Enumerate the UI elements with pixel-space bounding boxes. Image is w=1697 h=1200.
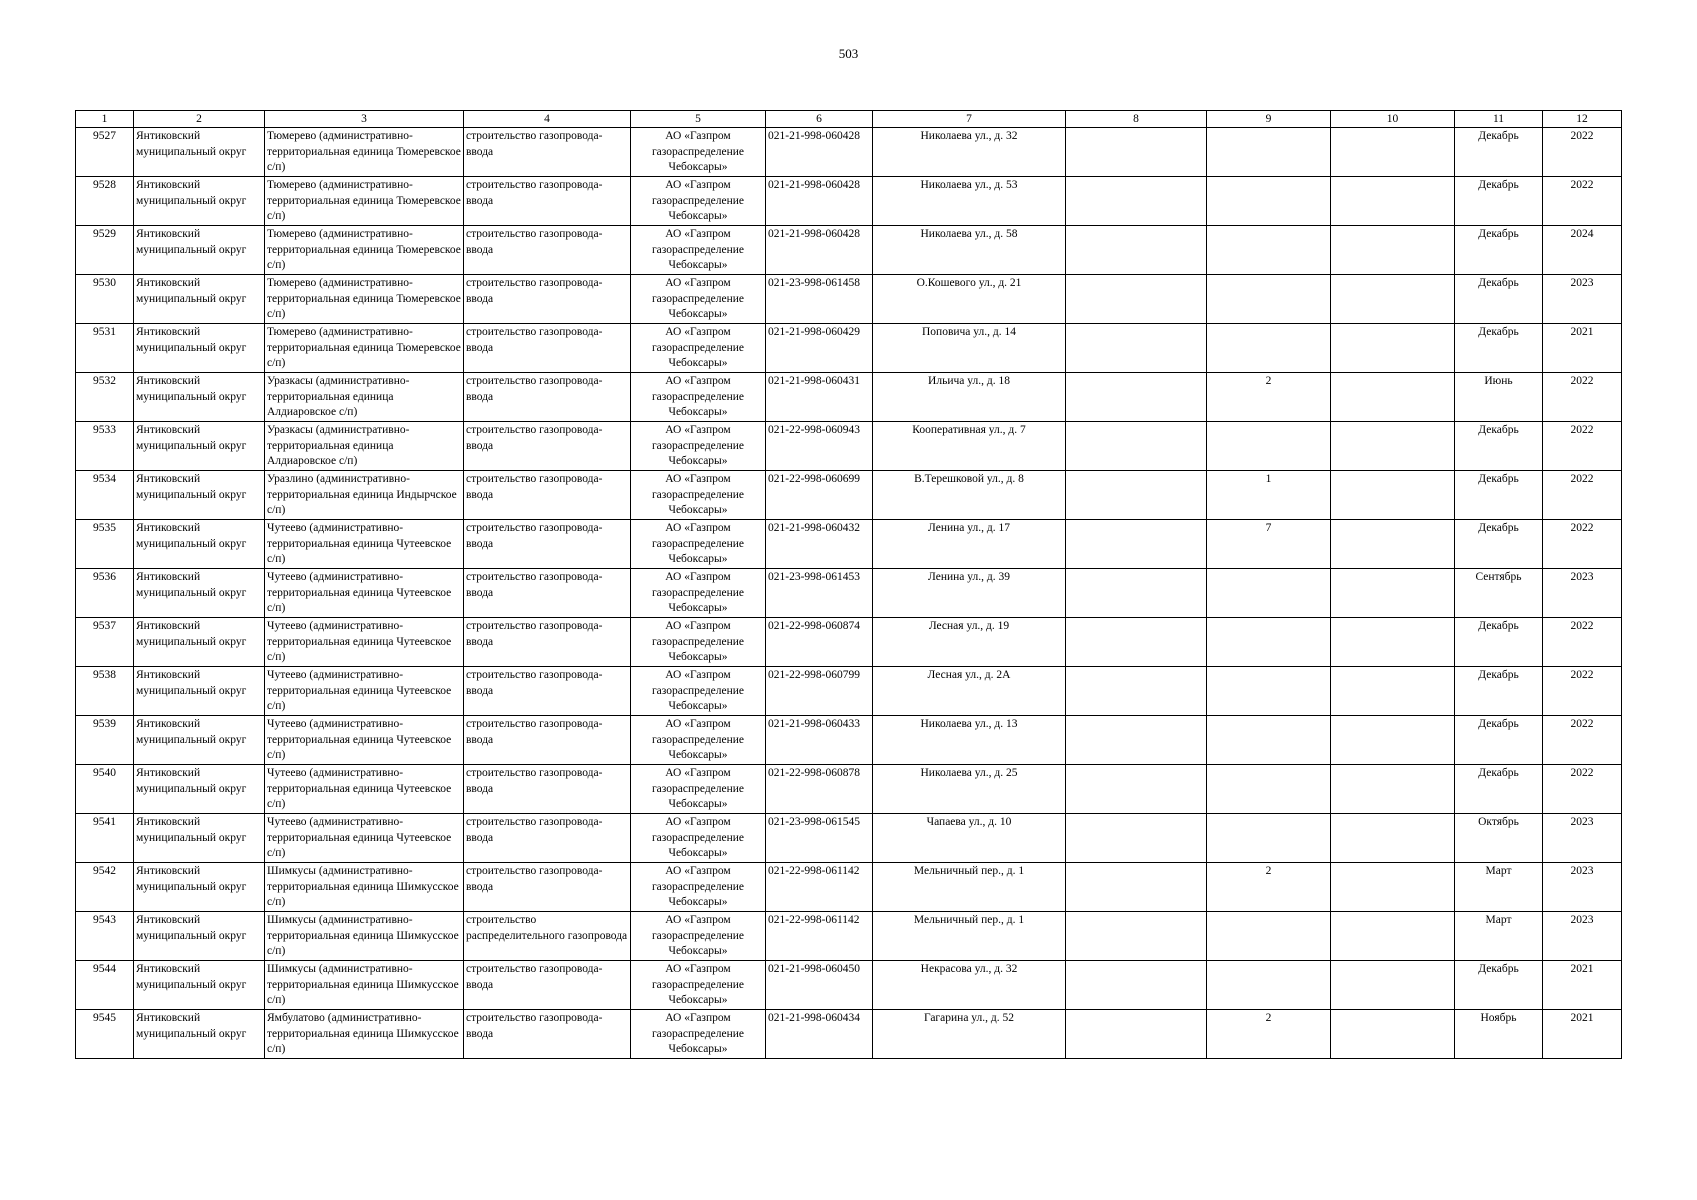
row-number-cell: 9532 [76, 373, 134, 422]
column-10-cell [1331, 177, 1455, 226]
column-10-cell [1331, 275, 1455, 324]
column-8-cell [1066, 373, 1207, 422]
column-9-cell [1207, 569, 1331, 618]
column-10-cell [1331, 324, 1455, 373]
column-10-cell [1331, 1010, 1455, 1059]
column-8-cell [1066, 765, 1207, 814]
district-cell: Янтиковский муниципальный округ [134, 814, 265, 863]
organization-cell: АО «Газпром газораспределение Чебоксары» [631, 961, 766, 1010]
organization-cell: АО «Газпром газораспределение Чебоксары» [631, 226, 766, 275]
address-cell: Николаева ул., д. 25 [873, 765, 1066, 814]
work-type-cell: строительство распределительного газопровода [464, 912, 631, 961]
month-cell: Декабрь [1455, 520, 1543, 569]
column-10-cell [1331, 569, 1455, 618]
column-8-cell [1066, 569, 1207, 618]
table-body [76, 128, 1622, 1059]
year-cell: 2022 [1543, 471, 1622, 520]
work-type-cell: строительство газопровода-ввода [464, 1010, 631, 1059]
settlement-cell: Шимкусы (административно-территориальная единица Шимкусское с/п) [265, 961, 464, 1010]
column-header: 8 [1066, 111, 1207, 128]
column-8-cell [1066, 275, 1207, 324]
column-8-cell [1066, 422, 1207, 471]
column-10-cell [1331, 814, 1455, 863]
column-header: 5 [631, 111, 766, 128]
column-8-cell [1066, 912, 1207, 961]
column-8-cell [1066, 1010, 1207, 1059]
settlement-cell: Тюмерево (административно-территориальная единица Тюмеревское с/п) [265, 324, 464, 373]
code-cell: 021-22-998-061142 [766, 912, 873, 961]
district-cell: Янтиковский муниципальный округ [134, 177, 265, 226]
organization-cell: АО «Газпром газораспределение Чебоксары» [631, 177, 766, 226]
work-type-cell: строительство газопровода-ввода [464, 814, 631, 863]
district-cell: Янтиковский муниципальный округ [134, 324, 265, 373]
table-row [76, 324, 1622, 373]
code-cell: 021-22-998-060799 [766, 667, 873, 716]
row-number-cell: 9539 [76, 716, 134, 765]
row-number-cell: 9545 [76, 1010, 134, 1059]
district-cell: Янтиковский муниципальный округ [134, 226, 265, 275]
year-cell: 2023 [1543, 275, 1622, 324]
code-cell: 021-23-998-061453 [766, 569, 873, 618]
column-header: 10 [1331, 111, 1455, 128]
code-cell: 021-22-998-060943 [766, 422, 873, 471]
month-cell: Декабрь [1455, 422, 1543, 471]
organization-cell: АО «Газпром газораспределение Чебоксары» [631, 618, 766, 667]
row-number-cell: 9541 [76, 814, 134, 863]
column-8-cell [1066, 324, 1207, 373]
year-cell: 2024 [1543, 226, 1622, 275]
table-row [76, 814, 1622, 863]
month-cell: Декабрь [1455, 177, 1543, 226]
month-cell: Март [1455, 912, 1543, 961]
table-row [76, 128, 1622, 177]
district-cell: Янтиковский муниципальный округ [134, 471, 265, 520]
column-10-cell [1331, 128, 1455, 177]
row-number-cell: 9531 [76, 324, 134, 373]
settlement-cell: Тюмерево (административно-территориальная единица Тюмеревское с/п) [265, 275, 464, 324]
address-cell: Николаева ул., д. 58 [873, 226, 1066, 275]
column-9-cell [1207, 912, 1331, 961]
year-cell: 2021 [1543, 1010, 1622, 1059]
page-number: 503 [838, 46, 859, 61]
month-cell: Декабрь [1455, 716, 1543, 765]
month-cell: Декабрь [1455, 128, 1543, 177]
month-cell: Декабрь [1455, 226, 1543, 275]
work-type-cell: строительство газопровода-ввода [464, 765, 631, 814]
work-type-cell: строительство газопровода-ввода [464, 324, 631, 373]
work-type-cell: строительство газопровода-ввода [464, 128, 631, 177]
column-header: 9 [1207, 111, 1331, 128]
column-9-cell [1207, 961, 1331, 1010]
table-row [76, 422, 1622, 471]
column-header: 3 [265, 111, 464, 128]
organization-cell: АО «Газпром газораспределение Чебоксары» [631, 716, 766, 765]
district-cell: Янтиковский муниципальный округ [134, 716, 265, 765]
year-cell: 2023 [1543, 912, 1622, 961]
column-9-cell [1207, 422, 1331, 471]
address-cell: Николаева ул., д. 13 [873, 716, 1066, 765]
district-cell: Янтиковский муниципальный округ [134, 422, 265, 471]
month-cell: Декабрь [1455, 961, 1543, 1010]
organization-cell: АО «Газпром газораспределение Чебоксары» [631, 912, 766, 961]
table-row [76, 275, 1622, 324]
row-number-cell: 9530 [76, 275, 134, 324]
month-cell: Декабрь [1455, 667, 1543, 716]
work-type-cell: строительство газопровода-ввода [464, 373, 631, 422]
column-9-cell: 1 [1207, 471, 1331, 520]
settlement-cell: Чутеево (административно-территориальная единица Чутеевское с/п) [265, 667, 464, 716]
column-header: 6 [766, 111, 873, 128]
address-cell: Ильича ул., д. 18 [873, 373, 1066, 422]
row-number-cell: 9537 [76, 618, 134, 667]
column-9-cell [1207, 324, 1331, 373]
work-type-cell: строительство газопровода-ввода [464, 422, 631, 471]
year-cell: 2022 [1543, 373, 1622, 422]
column-10-cell [1331, 961, 1455, 1010]
address-cell: О.Кошевого ул., д. 21 [873, 275, 1066, 324]
row-number-cell: 9535 [76, 520, 134, 569]
table-row [76, 667, 1622, 716]
month-cell: Декабрь [1455, 275, 1543, 324]
row-number-cell: 9538 [76, 667, 134, 716]
code-cell: 021-23-998-061458 [766, 275, 873, 324]
address-cell: Чапаева ул., д. 10 [873, 814, 1066, 863]
table-row [76, 863, 1622, 912]
district-cell: Янтиковский муниципальный округ [134, 961, 265, 1010]
work-type-cell: строительство газопровода-ввода [464, 177, 631, 226]
settlement-cell: Ямбулатово (административно-территориальная единица Шимкусское с/п) [265, 1010, 464, 1059]
address-cell: Ленина ул., д. 39 [873, 569, 1066, 618]
column-9-cell: 7 [1207, 520, 1331, 569]
month-cell: Декабрь [1455, 324, 1543, 373]
address-cell: Некрасова ул., д. 32 [873, 961, 1066, 1010]
district-cell: Янтиковский муниципальный округ [134, 275, 265, 324]
column-9-cell [1207, 275, 1331, 324]
row-number-cell: 9543 [76, 912, 134, 961]
organization-cell: АО «Газпром газораспределение Чебоксары» [631, 128, 766, 177]
row-number-cell: 9528 [76, 177, 134, 226]
column-8-cell [1066, 128, 1207, 177]
address-cell: Мельничный пер., д. 1 [873, 912, 1066, 961]
year-cell: 2021 [1543, 961, 1622, 1010]
district-cell: Янтиковский муниципальный округ [134, 520, 265, 569]
code-cell: 021-21-998-060428 [766, 177, 873, 226]
table-row [76, 373, 1622, 422]
column-header: 4 [464, 111, 631, 128]
column-10-cell [1331, 618, 1455, 667]
organization-cell: АО «Газпром газораспределение Чебоксары» [631, 275, 766, 324]
settlement-cell: Чутеево (административно-территориальная единица Чутеевское с/п) [265, 618, 464, 667]
column-header: 7 [873, 111, 1066, 128]
table-row [76, 1010, 1622, 1059]
year-cell: 2021 [1543, 324, 1622, 373]
organization-cell: АО «Газпром газораспределение Чебоксары» [631, 520, 766, 569]
table-row [76, 765, 1622, 814]
column-10-cell [1331, 765, 1455, 814]
column-header: 11 [1455, 111, 1543, 128]
month-cell: Ноябрь [1455, 1010, 1543, 1059]
row-number-cell: 9544 [76, 961, 134, 1010]
year-cell: 2022 [1543, 520, 1622, 569]
column-10-cell [1331, 716, 1455, 765]
table-row [76, 226, 1622, 275]
settlement-cell: Чутеево (административно-территориальная единица Чутеевское с/п) [265, 569, 464, 618]
organization-cell: АО «Газпром газораспределение Чебоксары» [631, 471, 766, 520]
column-9-cell [1207, 814, 1331, 863]
row-number-cell: 9527 [76, 128, 134, 177]
work-type-cell: строительство газопровода-ввода [464, 716, 631, 765]
column-10-cell [1331, 667, 1455, 716]
row-number-cell: 9533 [76, 422, 134, 471]
column-8-cell [1066, 177, 1207, 226]
settlement-cell: Уразкасы (административно-территориальная единица Алдиаровское с/п) [265, 373, 464, 422]
table-row [76, 961, 1622, 1010]
column-8-cell [1066, 814, 1207, 863]
organization-cell: АО «Газпром газораспределение Чебоксары» [631, 863, 766, 912]
column-10-cell [1331, 520, 1455, 569]
row-number-cell: 9534 [76, 471, 134, 520]
column-8-cell [1066, 863, 1207, 912]
organization-cell: АО «Газпром газораспределение Чебоксары» [631, 765, 766, 814]
register-table [75, 110, 1622, 1059]
work-type-cell: строительство газопровода-ввода [464, 520, 631, 569]
settlement-cell: Чутеево (административно-территориальная единица Чутеевское с/п) [265, 814, 464, 863]
column-10-cell [1331, 422, 1455, 471]
address-cell: Ленина ул., д. 17 [873, 520, 1066, 569]
organization-cell: АО «Газпром газораспределение Чебоксары» [631, 324, 766, 373]
address-cell: Лесная ул., д. 19 [873, 618, 1066, 667]
month-cell: Сентябрь [1455, 569, 1543, 618]
column-10-cell [1331, 226, 1455, 275]
code-cell: 021-21-998-060450 [766, 961, 873, 1010]
work-type-cell: строительство газопровода-ввода [464, 618, 631, 667]
year-cell: 2022 [1543, 177, 1622, 226]
settlement-cell: Уразкасы (административно-территориальная единица Алдиаровское с/п) [265, 422, 464, 471]
column-9-cell [1207, 177, 1331, 226]
row-number-cell: 9542 [76, 863, 134, 912]
table-row [76, 471, 1622, 520]
code-cell: 021-21-998-060431 [766, 373, 873, 422]
address-cell: Николаева ул., д. 32 [873, 128, 1066, 177]
district-cell: Янтиковский муниципальный округ [134, 373, 265, 422]
code-cell: 021-22-998-060874 [766, 618, 873, 667]
district-cell: Янтиковский муниципальный округ [134, 618, 265, 667]
column-8-cell [1066, 716, 1207, 765]
column-9-cell: 2 [1207, 863, 1331, 912]
code-cell: 021-22-998-060699 [766, 471, 873, 520]
organization-cell: АО «Газпром газораспределение Чебоксары» [631, 814, 766, 863]
column-9-cell [1207, 716, 1331, 765]
column-header: 2 [134, 111, 265, 128]
month-cell: Октябрь [1455, 814, 1543, 863]
month-cell: Декабрь [1455, 471, 1543, 520]
address-cell: Лесная ул., д. 2А [873, 667, 1066, 716]
column-9-cell [1207, 765, 1331, 814]
code-cell: 021-22-998-060878 [766, 765, 873, 814]
column-9-cell [1207, 128, 1331, 177]
month-cell: Декабрь [1455, 765, 1543, 814]
column-9-cell [1207, 667, 1331, 716]
year-cell: 2022 [1543, 618, 1622, 667]
year-cell: 2023 [1543, 814, 1622, 863]
column-9-cell [1207, 618, 1331, 667]
organization-cell: АО «Газпром газораспределение Чебоксары» [631, 1010, 766, 1059]
column-10-cell [1331, 912, 1455, 961]
year-cell: 2022 [1543, 667, 1622, 716]
table-row [76, 569, 1622, 618]
column-8-cell [1066, 618, 1207, 667]
month-cell: Март [1455, 863, 1543, 912]
table-row [76, 520, 1622, 569]
work-type-cell: строительство газопровода-ввода [464, 961, 631, 1010]
column-10-cell [1331, 863, 1455, 912]
work-type-cell: строительство газопровода-ввода [464, 471, 631, 520]
address-cell: Мельничный пер., д. 1 [873, 863, 1066, 912]
district-cell: Янтиковский муниципальный округ [134, 667, 265, 716]
settlement-cell: Чутеево (административно-территориальная единица Чутеевское с/п) [265, 716, 464, 765]
settlement-cell: Чутеево (административно-территориальная единица Чутеевское с/п) [265, 765, 464, 814]
year-cell: 2023 [1543, 569, 1622, 618]
code-cell: 021-21-998-060432 [766, 520, 873, 569]
work-type-cell: строительство газопровода-ввода [464, 275, 631, 324]
code-cell: 021-23-998-061545 [766, 814, 873, 863]
column-9-cell: 2 [1207, 373, 1331, 422]
column-10-cell [1331, 471, 1455, 520]
year-cell: 2022 [1543, 128, 1622, 177]
settlement-cell: Шимкусы (административно-территориальная единица Шимкусское с/п) [265, 912, 464, 961]
column-8-cell [1066, 471, 1207, 520]
table-row [76, 716, 1622, 765]
organization-cell: АО «Газпром газораспределение Чебоксары» [631, 373, 766, 422]
table-row [76, 177, 1622, 226]
settlement-cell: Тюмерево (административно-территориальная единица Тюмеревское с/п) [265, 226, 464, 275]
row-number-cell: 9536 [76, 569, 134, 618]
column-9-cell [1207, 226, 1331, 275]
header-row [76, 111, 1622, 128]
table-row [76, 912, 1622, 961]
column-8-cell [1066, 667, 1207, 716]
address-cell: В.Терешковой ул., д. 8 [873, 471, 1066, 520]
year-cell: 2022 [1543, 716, 1622, 765]
settlement-cell: Чутеево (административно-территориальная единица Чутеевское с/п) [265, 520, 464, 569]
district-cell: Янтиковский муниципальный округ [134, 863, 265, 912]
work-type-cell: строительство газопровода-ввода [464, 667, 631, 716]
month-cell: Декабрь [1455, 618, 1543, 667]
year-cell: 2023 [1543, 863, 1622, 912]
code-cell: 021-22-998-061142 [766, 863, 873, 912]
district-cell: Янтиковский муниципальный округ [134, 912, 265, 961]
column-9-cell: 2 [1207, 1010, 1331, 1059]
column-8-cell [1066, 961, 1207, 1010]
code-cell: 021-21-998-060434 [766, 1010, 873, 1059]
column-8-cell [1066, 226, 1207, 275]
organization-cell: АО «Газпром газораспределение Чебоксары» [631, 569, 766, 618]
district-cell: Янтиковский муниципальный округ [134, 765, 265, 814]
code-cell: 021-21-998-060433 [766, 716, 873, 765]
code-cell: 021-21-998-060428 [766, 128, 873, 177]
address-cell: Гагарина ул., д. 52 [873, 1010, 1066, 1059]
code-cell: 021-21-998-060429 [766, 324, 873, 373]
settlement-cell: Уразлино (административно-территориальная единица Индырчское с/п) [265, 471, 464, 520]
district-cell: Янтиковский муниципальный округ [134, 128, 265, 177]
address-cell: Поповича ул., д. 14 [873, 324, 1066, 373]
table-row [76, 618, 1622, 667]
month-cell: Июнь [1455, 373, 1543, 422]
code-cell: 021-21-998-060428 [766, 226, 873, 275]
year-cell: 2022 [1543, 422, 1622, 471]
organization-cell: АО «Газпром газораспределение Чебоксары» [631, 667, 766, 716]
column-header: 1 [76, 111, 134, 128]
district-cell: Янтиковский муниципальный округ [134, 1010, 265, 1059]
settlement-cell: Тюмерево (административно-территориальная единица Тюмеревское с/п) [265, 128, 464, 177]
address-cell: Кооперативная ул., д. 7 [873, 422, 1066, 471]
work-type-cell: строительство газопровода-ввода [464, 569, 631, 618]
organization-cell: АО «Газпром газораспределение Чебоксары» [631, 422, 766, 471]
row-number-cell: 9529 [76, 226, 134, 275]
row-number-cell: 9540 [76, 765, 134, 814]
work-type-cell: строительство газопровода-ввода [464, 863, 631, 912]
column-header: 12 [1543, 111, 1622, 128]
column-10-cell [1331, 373, 1455, 422]
district-cell: Янтиковский муниципальный округ [134, 569, 265, 618]
work-type-cell: строительство газопровода-ввода [464, 226, 631, 275]
settlement-cell: Шимкусы (административно-территориальная единица Шимкусское с/п) [265, 863, 464, 912]
address-cell: Николаева ул., д. 53 [873, 177, 1066, 226]
year-cell: 2022 [1543, 765, 1622, 814]
settlement-cell: Тюмерево (административно-территориальная единица Тюмеревское с/п) [265, 177, 464, 226]
column-8-cell [1066, 520, 1207, 569]
